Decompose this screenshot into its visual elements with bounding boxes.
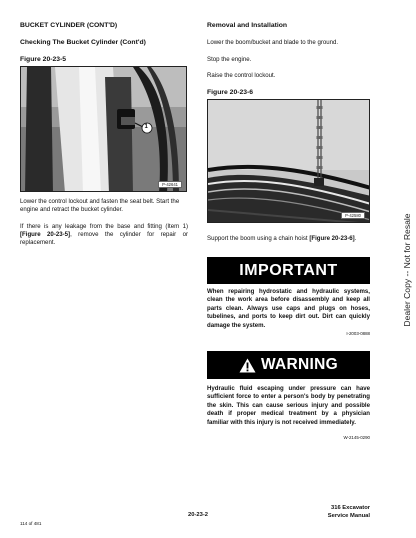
support-boom-text: Support the boom using a chain hoist [Figure 20-23-6]. [207, 235, 357, 242]
warning-title: WARNING [260, 356, 338, 373]
important-banner [207, 257, 370, 284]
subsection-title: Checking The Bucket Cylinder (Cont'd) [20, 39, 146, 46]
figure-reference: [Figure 20-23-5] [20, 231, 71, 238]
step-raise-lockout: Raise the control lockout. [207, 72, 276, 79]
figure-label-6: Figure 20-23-6 [207, 89, 254, 96]
figure-tag-6: P-42580 [341, 212, 365, 219]
step-lower-boom: Lower the boom/bucket and blade to the ground. [207, 39, 339, 46]
warning-body: Hydraulic fluid escaping under pressure can have sufficient force to enter a person's body by penetrating the skin. This can cause serious injury and possible death if proper medical treatment by a physician familiar with this injury is not received immediately. [207, 385, 370, 426]
chain-hoist-photo [208, 100, 370, 223]
figure-20-23-5 [20, 66, 187, 192]
warning-triangle-icon [239, 358, 256, 373]
page-count: 114 of 481 [20, 521, 42, 526]
important-title: IMPORTANT [239, 261, 338, 279]
page-number: 20-23-2 [188, 512, 208, 518]
figure-tag-5: P-42641 [158, 181, 182, 188]
callout-number: 1 [144, 124, 148, 131]
important-code: I-2003-0888 [346, 331, 370, 336]
footer-manual: Service Manual [327, 513, 370, 519]
dealer-copy-watermark: Dealer Copy -- Not for Resale [402, 213, 412, 327]
paragraph-retract: Lower the control lockout and fasten the seat belt. Start the engine and retract the bucket cylinder. [20, 198, 180, 213]
important-body: When repairing hydrostatic and hydraulic systems, clean the work area before disassembly and keep all parts clean. Always use caps and plugs on hoses, tubelines, and ports to keep dirt out. Dirt can quickly damage the system. [207, 288, 370, 329]
step-stop-engine: Stop the engine. [207, 56, 252, 63]
removal-title: Removal and Installation [207, 22, 288, 29]
figure-reference-6: [Figure 20-23-6] [309, 235, 355, 242]
section-title: BUCKET CYLINDER (CONT'D) [20, 22, 118, 29]
figure-20-23-6 [207, 99, 370, 223]
warning-code: W-2145-0290 [343, 435, 370, 440]
paragraph-leakage: If there is any leakage from the base and fitting (Item 1) [Figure 20-23-5], remove the cylinder for repair or replacement. [20, 223, 188, 246]
footer-model: 316 Excavator [331, 505, 370, 511]
warning-banner [207, 351, 370, 379]
cylinder-photo [21, 67, 187, 192]
figure-label-5: Figure 20-23-5 [20, 56, 67, 63]
